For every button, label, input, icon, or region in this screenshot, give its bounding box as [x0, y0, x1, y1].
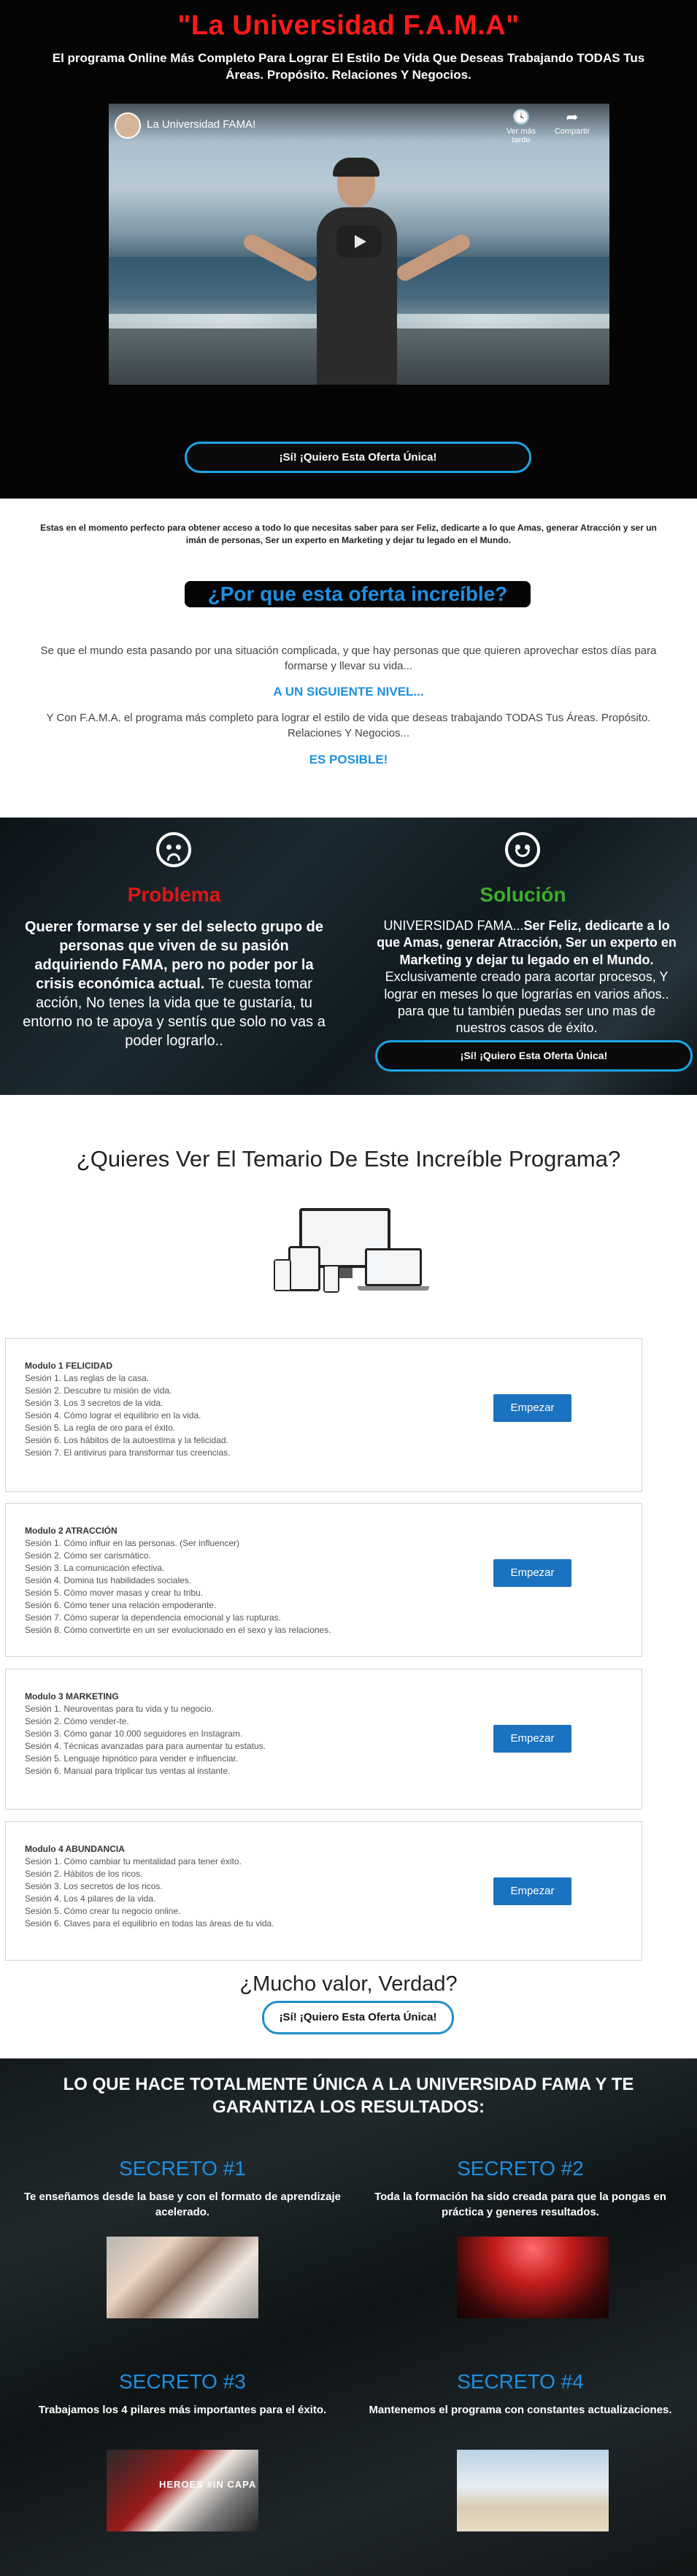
secret-heading: SECRETO #3: [119, 2370, 246, 2393]
solution-text-rest: Exclusivamente creado para acortar procesos, Y lograr en meses lo que lograrías en varios años.. para que tu también puedas ser uno mas de nuestros casos de éxito.: [384, 969, 669, 1036]
session-item: Sesión 3. Los secretos de los ricos.: [25, 1881, 163, 1891]
phone-device: [274, 1259, 291, 1291]
intro-paragraph-2: Y Con F.A.M.A. el programa más completo para lograr el estilo de vida que deseas trabajando TODAS Tus Áreas. Propósito. Relaciones Y Negocios...: [46, 712, 651, 739]
session-item: Sesión 1. Cómo influir en las personas. (Ser influencer): [25, 1538, 240, 1548]
problem-solution-section: [0, 818, 697, 1095]
secret-card-4: [349, 2370, 692, 2418]
secret-card-2: [349, 2157, 692, 2220]
sad-face-right-eye: [176, 845, 181, 850]
session-item: Sesión 4. Los 4 pilares de la vida.: [25, 1893, 156, 1904]
session-item: Sesión 6. Los hábitos de la autoestima y la felicidad.: [25, 1435, 228, 1445]
problem-column: [0, 818, 348, 1095]
module-title: Modulo 4 ABUNDANCIA: [25, 1844, 125, 1854]
syllabus-section: [0, 1095, 697, 2058]
start-module-1-button[interactable]: Empezar: [493, 1394, 571, 1422]
intro-lead: Estas en el momento perfecto para obtener acceso a todo lo que necesitas saber para ser Feliz, dedicarte a lo que Amas, generar Atracción y ser un imán de personas, Ser un experto en Marketing y dejar tu legado en el Mundo.: [40, 523, 657, 546]
secret-3-image: [107, 2450, 258, 2531]
sad-face-left-eye: [166, 845, 172, 850]
watch-later-label: Ver más tarde: [506, 127, 536, 145]
laptop-device: [365, 1248, 422, 1286]
session-item: Sesión 1. Cómo cambiar tu mentalidad para tener éxito.: [25, 1856, 242, 1866]
session-list: [25, 1537, 331, 1637]
share-icon: ➦: [566, 109, 579, 126]
session-item: Sesión 8. Cómo convertirte en un ser evolucionado en el sexo y las relaciones.: [25, 1625, 331, 1635]
solution-column: [349, 818, 697, 1095]
secret-text: Toda la formación ha sido creada para que la pongas en práctica y generes resultados.: [374, 2191, 666, 2218]
session-list: [25, 1703, 266, 1777]
session-item: Sesión 4. Domina tus habilidades sociales.: [25, 1575, 192, 1585]
session-item: Sesión 1. Las reglas de la casa.: [25, 1373, 150, 1383]
phone-screen: [275, 1261, 290, 1290]
module-title: Modulo 1 FELICIDAD: [25, 1361, 112, 1371]
hero-cta-button[interactable]: ¡Sí! ¡Quiero Esta Oferta Única!: [185, 442, 531, 473]
session-item: Sesión 4. Técnicas avanzadas para para aumentar tu estatus.: [25, 1741, 266, 1751]
share-label: Compartir: [554, 127, 590, 136]
secret-text: Te enseñamos desde la base y con el formato de aprendizaje acelerado.: [23, 2191, 342, 2218]
secrets-section: [0, 2058, 697, 2576]
session-list: [25, 1856, 274, 1930]
monitor-stand: [338, 1268, 353, 1278]
video-player[interactable]: [109, 104, 609, 385]
presenter-cap: [333, 158, 380, 177]
secrets-title: LO QUE HACE TOTALMENTE ÚNICA A LA UNIVERSIDAD FAMA Y TE GARANTIZA LOS RESULTADOS:: [63, 2075, 634, 2118]
module-title: Modulo 3 MARKETING: [25, 1691, 119, 1702]
video-presenter: [295, 162, 419, 385]
share-button[interactable]: [550, 109, 594, 136]
secret-2-image: [457, 2237, 609, 2318]
phone-device-2: [323, 1265, 339, 1293]
session-item: Sesión 5. Cómo mover masas y crear tu tribu.: [25, 1588, 204, 1598]
why-offer-heading: ¿Por que esta oferta increíble?: [185, 581, 531, 607]
session-item: Sesión 5. La regla de oro para el éxito.: [25, 1423, 176, 1433]
intro-section: [0, 499, 697, 818]
session-item: Sesión 5. Lenguaje hipnótico para vender e influenciar.: [25, 1753, 239, 1764]
module-title: Modulo 2 ATRACCIÓN: [25, 1526, 118, 1536]
session-item: Sesión 5. Cómo crear tu negocio online.: [25, 1906, 181, 1916]
solution-heading: Solución: [480, 883, 566, 906]
channel-avatar[interactable]: [115, 112, 141, 139]
session-item: Sesión 2. Cómo ser carismático.: [25, 1550, 151, 1561]
secret-heading: SECRETO #2: [457, 2157, 584, 2180]
session-item: Sesión 6. Manual para triplicar tus ventas al instante.: [25, 1766, 231, 1776]
module-card-2: [5, 1503, 642, 1657]
secret-text: Trabajamos los 4 pilares más importantes para el éxito.: [38, 2404, 327, 2416]
syllabus-title: ¿Quieres Ver El Temario De Este Increíble Programa?: [76, 1146, 621, 1172]
session-item: Sesión 6. Claves para el equilibrio en todas las áreas de tu vida.: [25, 1918, 274, 1929]
hero-subtitle: El programa Online Más Completo Para Lograr El Estilo De Vida Que Deseas Trabajando TODAS Tus Áreas. Propósito. Relaciones Y Negocios.: [52, 51, 645, 82]
solution-text-start: UNIVERSIDAD FAMA...: [383, 918, 524, 933]
intro-paragraph-1: Se que el mundo esta pasando por una situación complicada, y que hay personas que que quieren aprovechar estos días para formarse y llevar su vida...: [40, 645, 657, 672]
session-item: Sesión 3. Cómo ganar 10.000 seguidores en Instagram.: [25, 1729, 243, 1739]
tablet-device: [288, 1246, 320, 1291]
problem-heading: Problema: [127, 883, 221, 906]
secret-heading: SECRETO #1: [119, 2157, 246, 2180]
session-item: Sesión 6. Cómo tener una relación empoderante.: [25, 1600, 217, 1610]
sad-face-icon: [156, 832, 191, 867]
laptop-screen: [367, 1250, 420, 1284]
start-module-2-button[interactable]: Empezar: [493, 1559, 571, 1587]
secret-card-3: [11, 2370, 354, 2490]
secret-3-image-label: HEROES #IN CAPA: [159, 2479, 257, 2490]
posible-text: ES POSIBLE!: [309, 753, 388, 766]
hero-section: [0, 0, 697, 499]
happy-face-mouth: [515, 849, 530, 857]
secret-text: Mantenemos el programa con constantes actualizaciones.: [369, 2404, 672, 2416]
session-list: [25, 1372, 230, 1459]
watch-later-button[interactable]: [499, 109, 543, 145]
module-card-4: [5, 1821, 642, 1961]
page-title: "La Universidad F.A.M.A": [177, 10, 520, 41]
laptop-base: [358, 1286, 429, 1291]
session-item: Sesión 3. Los 3 secretos de la vida.: [25, 1398, 163, 1408]
play-icon[interactable]: [336, 226, 382, 258]
start-module-3-button[interactable]: Empezar: [493, 1725, 571, 1753]
secret-1-image: [107, 2237, 258, 2318]
devices-mockup-image: [274, 1208, 423, 1296]
module-card-1: [5, 1338, 642, 1492]
syllabus-cta-button[interactable]: ¡Sí! ¡Quiero Esta Oferta Única!: [262, 2001, 454, 2034]
solution-text-bold: Ser Feliz, dedicarte a lo que Amas, generar Atracción, Ser un experto en Marketing y dejar tu legado en el Mundo.: [377, 918, 677, 967]
secret-heading: SECRETO #4: [457, 2370, 584, 2393]
session-item: Sesión 4. Cómo lograr el equilibrio en la vida.: [25, 1410, 201, 1420]
start-module-4-button[interactable]: Empezar: [493, 1877, 571, 1905]
tablet-screen: [290, 1248, 318, 1289]
session-item: Sesión 1. Neuroventas para tu vida y tu negocio.: [25, 1704, 214, 1714]
session-item: Sesión 2. Descubre tu misión de vida.: [25, 1385, 172, 1396]
secret-card-1: [11, 2157, 354, 2220]
secret-4-image: [457, 2450, 609, 2531]
next-level-text: A UN SIGUIENTE NIVEL...: [273, 685, 424, 699]
session-item: Sesión 2. Hábitos de los ricos.: [25, 1869, 143, 1879]
video-topbar: [109, 104, 609, 145]
much-value-heading: ¿Mucho valor, Verdad?: [239, 1972, 458, 1996]
problem-text-rest: Te cuesta tomar acción, No tenes la vida que te gustaría, tu entorno no te apoya y sentís que solo no vas a poder lograrlo..: [23, 976, 326, 1049]
sad-face-mouth: [167, 853, 180, 861]
session-item: Sesión 7. El antivirus para transformar tus creencias.: [25, 1447, 231, 1458]
happy-face-icon: [505, 832, 540, 867]
session-item: Sesión 2. Cómo vender-te.: [25, 1716, 129, 1726]
problem-text-bold: Querer formarse y ser del selecto grupo de personas que viven de su pasión adquiriendo FAMA, pero no poder por la crisis económica actual.: [24, 919, 324, 992]
session-item: Sesión 7. Cómo superar la dependencia emocional y las rupturas.: [25, 1612, 281, 1623]
problem-text: [20, 918, 328, 1050]
solution-cta-button[interactable]: ¡Sí! ¡Quiero Esta Oferta Única!: [375, 1040, 693, 1072]
module-card-3: [5, 1669, 642, 1810]
video-title[interactable]: La Universidad FAMA!: [147, 118, 256, 131]
clock-icon: 🕓: [512, 109, 531, 126]
phone-2-screen: [325, 1266, 338, 1291]
solution-text: [373, 918, 680, 1037]
session-item: Sesión 3. La comunicación efectiva.: [25, 1563, 165, 1573]
